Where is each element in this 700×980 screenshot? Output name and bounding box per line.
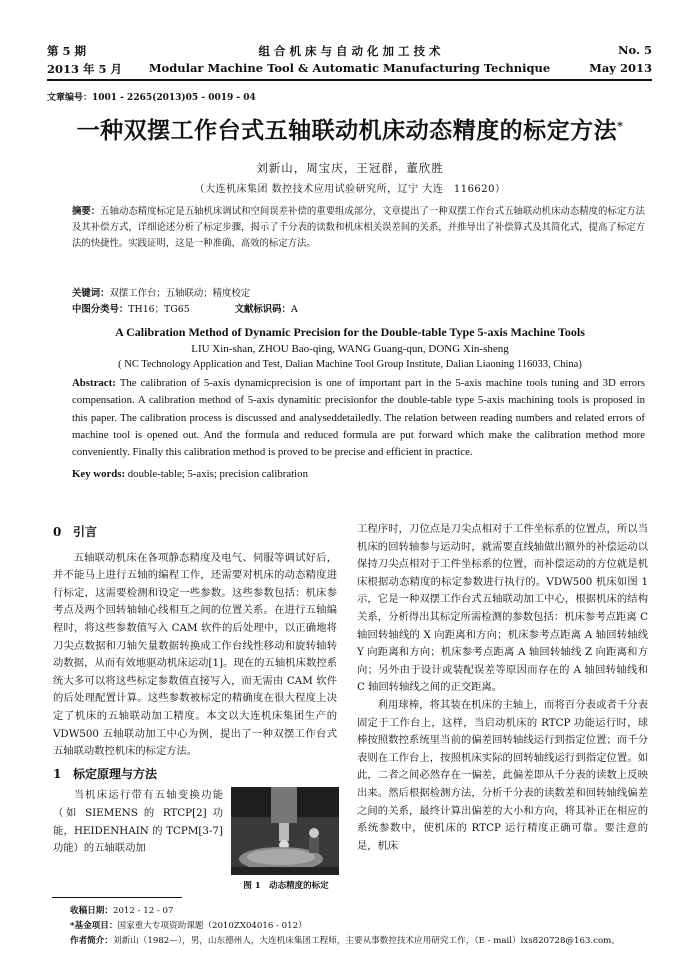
date-en: May 2013 xyxy=(589,61,652,75)
header-divider xyxy=(47,79,652,81)
title-footnote-mark: * xyxy=(617,119,624,133)
section-0-heading xyxy=(53,524,337,542)
english-keywords: Key words: double-table; 5-axis; precision calibration xyxy=(72,468,308,480)
doc-code-label: 文献标识码： xyxy=(234,304,291,315)
clc-label: 中图分类号： xyxy=(72,304,129,315)
received-date: 2012 - 12 - 07 xyxy=(112,906,174,916)
issue-en: No. 5 xyxy=(618,43,652,57)
issue-cn: 第 5 期 xyxy=(47,44,87,58)
english-affiliation: ( NC Technology Application and Test, Dalian Machine Tool Group Institute, Dalian Liaoning 116033, China) xyxy=(118,359,582,370)
author-list: 刘新山，周宝庆，王冠群，董欣胜 xyxy=(256,161,444,175)
keywords-cn xyxy=(72,285,250,299)
journal-name-en: Modular Machine Tool & Automatic Manufacturing Technique xyxy=(148,61,551,75)
section-1-body xyxy=(53,787,337,893)
english-keywords-text: double-table; 5-axis; precision calibration xyxy=(127,468,308,480)
english-authors: LIU Xin-shan, ZHOU Bao-qing, WANG Guang-qun, DONG Xin-sheng xyxy=(191,343,509,355)
english-abstract-text: The calibration of 5-axis dynamicprecision is one of important part in the 5-axis machine tools tuning and 3D errors compensation. A calibration method of 5-axis dynamitic precisionfor the double-table type 5-axis machining tools is proposed in this paper. The calibration process is discussed and analyseddetailedly. The relation between reading numbers and related errors of machine tool is opened out. And the formula and reduced formula are put forward which make the calibration method more conveniently. Finally this calibration method is proved to be precise and efficient in practice. xyxy=(72,377,645,459)
article-number: 文章编号：1001 - 2265(2013)05 - 0019 - 04 xyxy=(47,93,256,103)
footnote-divider xyxy=(52,897,182,898)
clc-value: TH16；TG65 xyxy=(128,304,190,315)
section-1-heading xyxy=(53,766,337,784)
date-cn: 2013 年 5 月 xyxy=(47,62,123,76)
abstract-cn-label: 摘要： xyxy=(72,206,101,217)
journal-name-cn: 组 合 机 床 与 自 动 化 加 工 技 术 xyxy=(258,44,441,58)
section-1-number: 1 xyxy=(53,766,62,781)
fund-text: 国家重大专项资助课题（2010ZX04016 - 012） xyxy=(117,921,307,931)
author-affiliation: （大连机床集团 数控技术应用试验研究所，辽宁 大连 116620） xyxy=(194,184,506,195)
keywords-cn-text: 双摆工作台；五轴联动；精度校定 xyxy=(109,288,251,299)
section-0-title: 引言 xyxy=(73,525,98,539)
body-right-column xyxy=(357,521,648,855)
section-1-title: 标定原理与方法 xyxy=(73,766,158,781)
english-abstract: Abstract: The calibration of 5-axis dynamicprecision is one of important part in the 5-axis machine tools tuning and 3D errors compensation. A calibration method of 5-axis dynamitic precisionfor the double-table type 5-axis machining tools is proposed in this paper. The calibration process is discussed and analyseddetailedly. The relation between reading numbers and related errors of machine tool is opened out. And the formula and reduced formula are put forward which make the calibration method more conveniently. Finally this calibration method is proved to be precise and efficient in practice. xyxy=(72,377,645,459)
english-abstract-label: Abstract xyxy=(72,377,113,389)
section-1-paragraph: 当机床运行带有五轴变换功能（如 SIEMENS 的 RTCP[2] 功能，HEIDENHAIN 的 TCPM[3-7] 功能）的五轴联动加 xyxy=(53,789,223,855)
figure-1-photo xyxy=(231,787,339,875)
author-bio-text: 刘新山（1982—），男，山东德州人，大连机床集团工程师，主要从事数控技术应用研究工作，（E - mail）lxs820728@163.com。 xyxy=(112,936,620,946)
doc-code-value: A xyxy=(290,304,298,315)
intro-paragraph: 五轴联动机床在各项静态精度及电气、伺服等调试好后，并不能马上进行五轴的编程工作，还需要对机床的动态精度进行标定，这需要检测和设定一些参数。这些参数包括：机床参考点及两个回转轴轴心线相互之间的位置关系。在进行五轴编程时，将这些参数值写入 CAM 软件的后处理中，以正确地将刀尖点数据和刀轴矢量数据转换成工作台线性移动和旋转轴转动数据，从而有效地驱动机床运动[1]。现在的五轴机床数控系统大多可以将这些标定参数值直接写入，而无需由 CAM 软件的后处理配置计算。这些参数被标定的精确度在很大程度上决定了机床的五轴联动加工精度。本文以大连机床集团生产的 VDW500 五轴联动加工中心为例，提出了一种双摆工作台式五轴联动数控机床的标定方法。 xyxy=(53,551,337,758)
author-bio-label: 作者简介： xyxy=(70,936,113,946)
received-label: 收稿日期： xyxy=(70,906,113,916)
body-left-column xyxy=(53,522,337,893)
figure-1-caption: 图 1 动态精度的标定 xyxy=(243,881,329,892)
footnote-received xyxy=(70,904,173,916)
fund-label: *基金项目： xyxy=(70,921,118,931)
right-paragraph-1: 工程序时，刀位点是刀尖点相对于工件坐标系的位置点，所以当机床的回转轴参与运动时，就需要直线轴做出额外的补偿运动以保持刀尖点相对于工件坐标系的位置，而补偿运动的方位就是机床根据动态精度的标定参数进行执行的。VDW500 机床如图 1 示，它是一种双摆工作台式五轴联动加工中心，根据机床的结构关系，分析得出其标定所需检测的参数包括：机床参考点距离 C 轴回转轴线的 X 向距离和方向；机床参考点距离 A 轴回转轴线 Y 向距离和方向；机床参考点距离 A 轴回转轴线 Z 向距离和方向；另外由于设计或装配误差等原因而存在的 A 轴回转轴线和 C 轴回转轴线之间的正交距离。 xyxy=(357,523,648,694)
paper-title-text: 一种双摆工作台式五轴联动机床动态精度的标定方法 xyxy=(76,117,618,144)
keywords-cn-label: 关键词： xyxy=(72,288,110,299)
machine-photo-graphic xyxy=(231,787,339,875)
abstract-cn xyxy=(72,204,645,251)
classification-line xyxy=(72,301,298,315)
footnote-fund xyxy=(70,919,307,931)
right-paragraph-2: 利用球棒，将其装在机床的主轴上，而将百分表或者千分表固定于工作台上，这样，当启动机床的 RTCP 功能运行时，球棒按照数控系统里当前的偏差回转轴线运行到指定位置；而千分表则在工作台上，按照机床实际的回转轴线运行到指定位置。如此，二者之间必然存在一偏差，此偏差即从千分表的读数上反映出来。然后根据检测方法，分析千分表的读数差和回转轴线偏差之间的关系，最终计算出偏差的大小和方向，将其补正在相应的系统参数中，使机床的 RTCP 运行精度正确可靠。要注意的是，机床 xyxy=(357,698,648,852)
english-keywords-label: Key words xyxy=(72,468,122,480)
paper-title xyxy=(40,112,660,145)
footnote-author xyxy=(70,934,620,946)
english-title: A Calibration Method of Dynamic Precision for the Double-table Type 5-axis Machine Tools xyxy=(115,325,585,339)
section-0-number: 0 xyxy=(53,525,62,539)
abstract-cn-text: 五轴动态精度标定是五轴机床调试和空间误差补偿的重要组成部分，文章提出了一种双摆工作台式五轴联动机床动态精度的标定方法及其补偿方式，详细论述分析了标定步骤，揭示了千分表的读数和机床相关误差间的关系，并推导出了补偿算式及其简化式，提高了标定方法的快捷性。实践证明，这是一种准确、高效的标定方法。 xyxy=(72,206,645,249)
